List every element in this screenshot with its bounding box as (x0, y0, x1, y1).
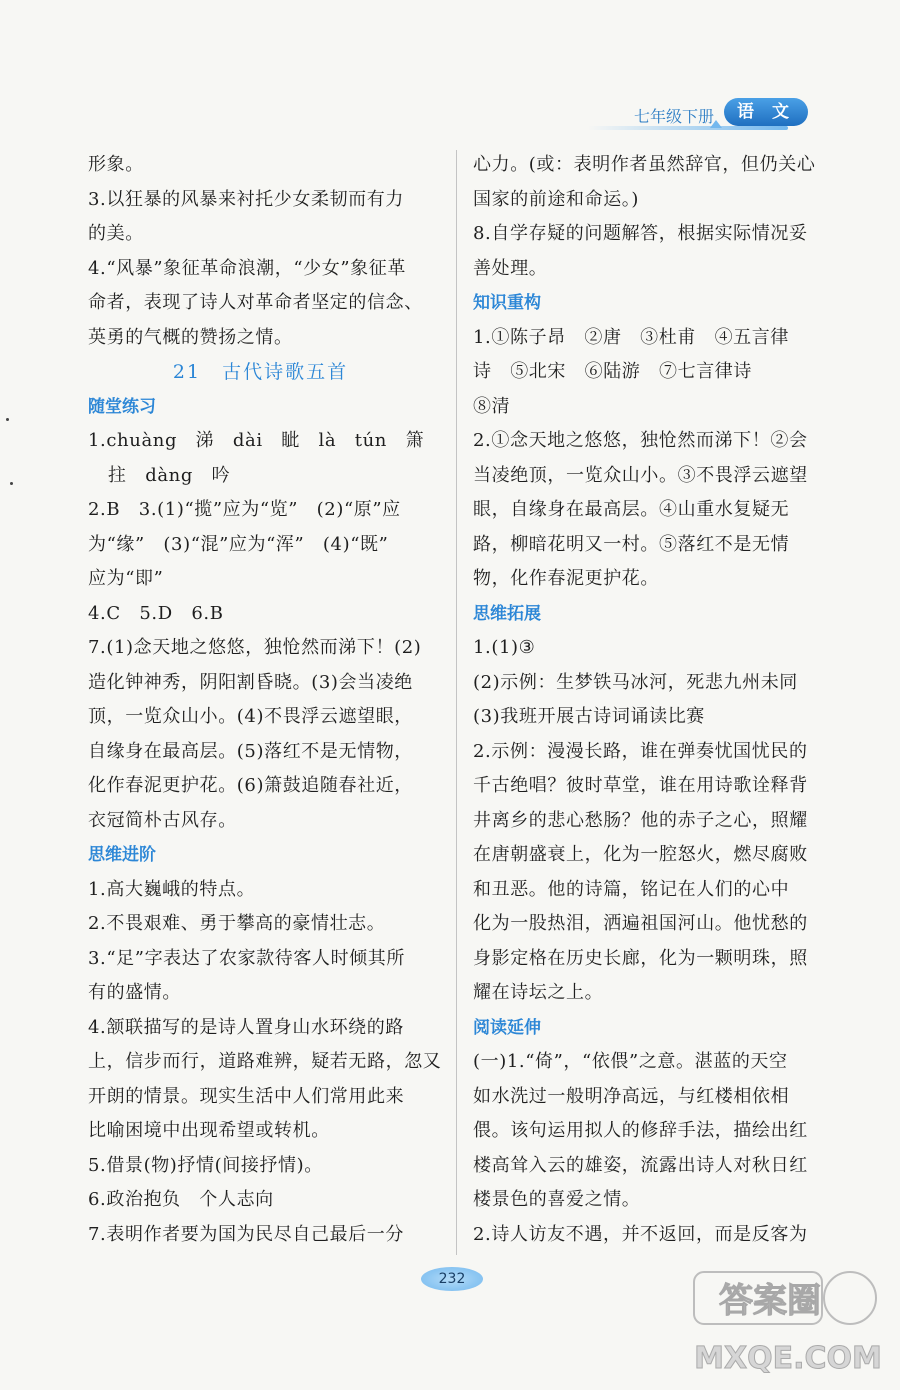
answer-line: 诗 ⑤北宋 ⑥陆游 ⑦七言律诗 (473, 361, 752, 382)
answer-line: 国家的前途和命运。) (473, 188, 640, 210)
header-rule-notch (710, 120, 722, 128)
answer-line: 井离乡的悲心愁肠？他的赤子之心，照耀 (473, 809, 808, 831)
answer-line: 造化钟神秀，阴阳割昏晓。(3)会当凌绝 (88, 671, 413, 693)
answer-line: 2.不畏艰难、勇于攀高的豪情壮志。 (88, 913, 386, 934)
answer-line: 的美。 (88, 223, 144, 244)
page-header (578, 96, 808, 136)
watermark-logo (690, 1268, 886, 1380)
answer-line: 2.示例：漫漫长路，谁在弹奏忧国忧民的 (473, 740, 808, 762)
answer-line: 5.借景(物)抒情(间接抒情)。 (88, 1154, 323, 1176)
answer-line: (一)1.“倚”，“依偎”之意。湛蓝的天空 (473, 1051, 788, 1072)
section-heading: 思维进阶 (88, 845, 156, 865)
answer-line: 7.(1)念天地之悠悠，独怆然而涕下！(2) (88, 637, 422, 658)
right-column (473, 148, 818, 1252)
answer-line: 4.颔联描写的是诗人置身山水环绕的路 (88, 1016, 404, 1038)
answer-line: 比喻困境中出现希望或转机。 (88, 1120, 330, 1141)
watermark-top-text: 答案圈 (719, 1281, 821, 1321)
answer-line: 化作春泥更护花。(6)箫鼓追随春社近， (88, 775, 413, 796)
scan-speck (10, 482, 13, 485)
answer-line: 命者，表现了诗人对革命者坚定的信念、 (88, 292, 423, 313)
answer-line: 3.以狂暴的风暴来衬托少女柔韧而有力 (88, 188, 404, 210)
section-heading: 阅读延伸 (473, 1017, 541, 1038)
answer-line: 偎。该句运用拟人的修辞手法，描绘出红 (473, 1120, 808, 1141)
answer-line: 楼高耸入云的雄姿，流露出诗人对秋日红 (473, 1154, 808, 1176)
answer-line: 耀在诗坛之上。 (473, 982, 604, 1003)
section-heading: 思维拓展 (473, 603, 541, 624)
answer-line: 物，化作春泥更护花。 (473, 568, 659, 589)
answer-line: 4.“风暴”象征革命浪潮，“少女”象征革 (88, 257, 406, 279)
answer-line: 7.表明作者要为国为民尽自己最后一分 (88, 1223, 404, 1245)
answer-line: 楼景色的喜爱之情。 (473, 1189, 641, 1210)
answer-line: ⑧清 (473, 395, 511, 417)
answer-line: 1.chuàng 涕 dài 眦 là tún 箫 (88, 430, 425, 451)
watermark-bottom-text: MXQE.COM (694, 1341, 882, 1376)
answer-line: 英勇的气概的赞扬之情。 (88, 326, 293, 348)
answer-line: 应为“即” (88, 568, 164, 589)
answer-line: 形象。 (88, 154, 144, 175)
answer-line: 4.C 5.D 6.B (88, 602, 224, 624)
answer-line: 2.①念天地之悠悠，独怆然而涕下！②会 (473, 430, 808, 451)
section-heading: 随堂练习 (88, 396, 156, 417)
answer-line: 心力。(或：表明作者虽然辞官，但仍关心 (473, 154, 816, 175)
answer-line: 如水洗过一般明净高远，与红楼相依相 (473, 1085, 790, 1107)
scan-speck (6, 418, 9, 421)
answer-line: 1.(1)③ (473, 637, 536, 658)
answer-line: 1.高大巍峨的特点。 (88, 878, 256, 900)
grade-label: 七年级下册 (633, 107, 714, 126)
page-number: 232 (421, 1267, 483, 1291)
answer-line: 化为一股热泪，洒遍祖国河山。他忧愁的 (473, 913, 808, 934)
answer-line: (3)我班开展古诗词诵读比赛 (473, 706, 705, 727)
column-divider (456, 150, 457, 1255)
answer-line: 拄 dàng 吟 (108, 464, 231, 486)
answer-line: 路，柳暗花明又一村。⑤落红不是无情 (473, 533, 790, 555)
answer-line: 有的盛情。 (88, 982, 181, 1003)
answer-line: 开朗的情景。现实生活中人们常用此来 (88, 1085, 405, 1107)
answer-line: (2)示例：生梦铁马冰河，死悲九州未同 (473, 671, 798, 693)
answer-line: 8.自学存疑的问题解答，根据实际情况妥 (473, 223, 808, 244)
answer-line: 眼，自缘身在最高层。④山重水复疑无 (473, 499, 790, 520)
answer-line: 当凌绝顶，一览众山小。③不畏浮云遮望 (473, 464, 808, 486)
answer-line: 3.“足”字表达了农家款待客人时倾其所 (88, 947, 405, 969)
section-heading: 知识重构 (473, 293, 541, 313)
answer-line: 在唐朝盛衰上，化为一腔怒火，燃尽腐败 (473, 844, 808, 865)
lesson-title: 21 古代诗歌五首 (172, 361, 349, 383)
answer-line: 1.①陈子昂 ②唐 ③杜甫 ④五言律 (473, 326, 789, 348)
answer-line: 2.诗人访友不遇，并不返回，而是反客为 (473, 1223, 808, 1245)
answer-line: 千古绝唱？彼时草堂，谁在用诗歌诠释背 (473, 775, 808, 796)
answer-line: 身影定格在历史长廊，化为一颗明珠，照 (473, 947, 808, 969)
answer-line: 顶，一览众山小。(4)不畏浮云遮望眼， (88, 706, 413, 727)
answer-line: 自缘身在最高层。(5)落红不是无情物， (88, 740, 413, 762)
answer-line: 2.B 3.(1)“揽”应为“览” (2)“原”应 (88, 499, 401, 520)
answer-line: 上，信步而行，道路难辨，疑若无路，忽又 (88, 1051, 442, 1072)
answer-line: 6.政治抱负 个人志向 (88, 1189, 274, 1210)
subject-badge: 语 文 (724, 98, 808, 126)
answer-line: 善处理。 (473, 257, 548, 279)
header-rule (588, 126, 788, 130)
answer-line: 衣冠简朴古风存。 (88, 809, 237, 831)
answer-line: 和丑恶。他的诗篇，铭记在人们的心中 (473, 878, 790, 900)
left-column (88, 148, 442, 1252)
answer-line: 为“缘” (3)“混”应为“浑” (4)“既” (88, 533, 389, 555)
